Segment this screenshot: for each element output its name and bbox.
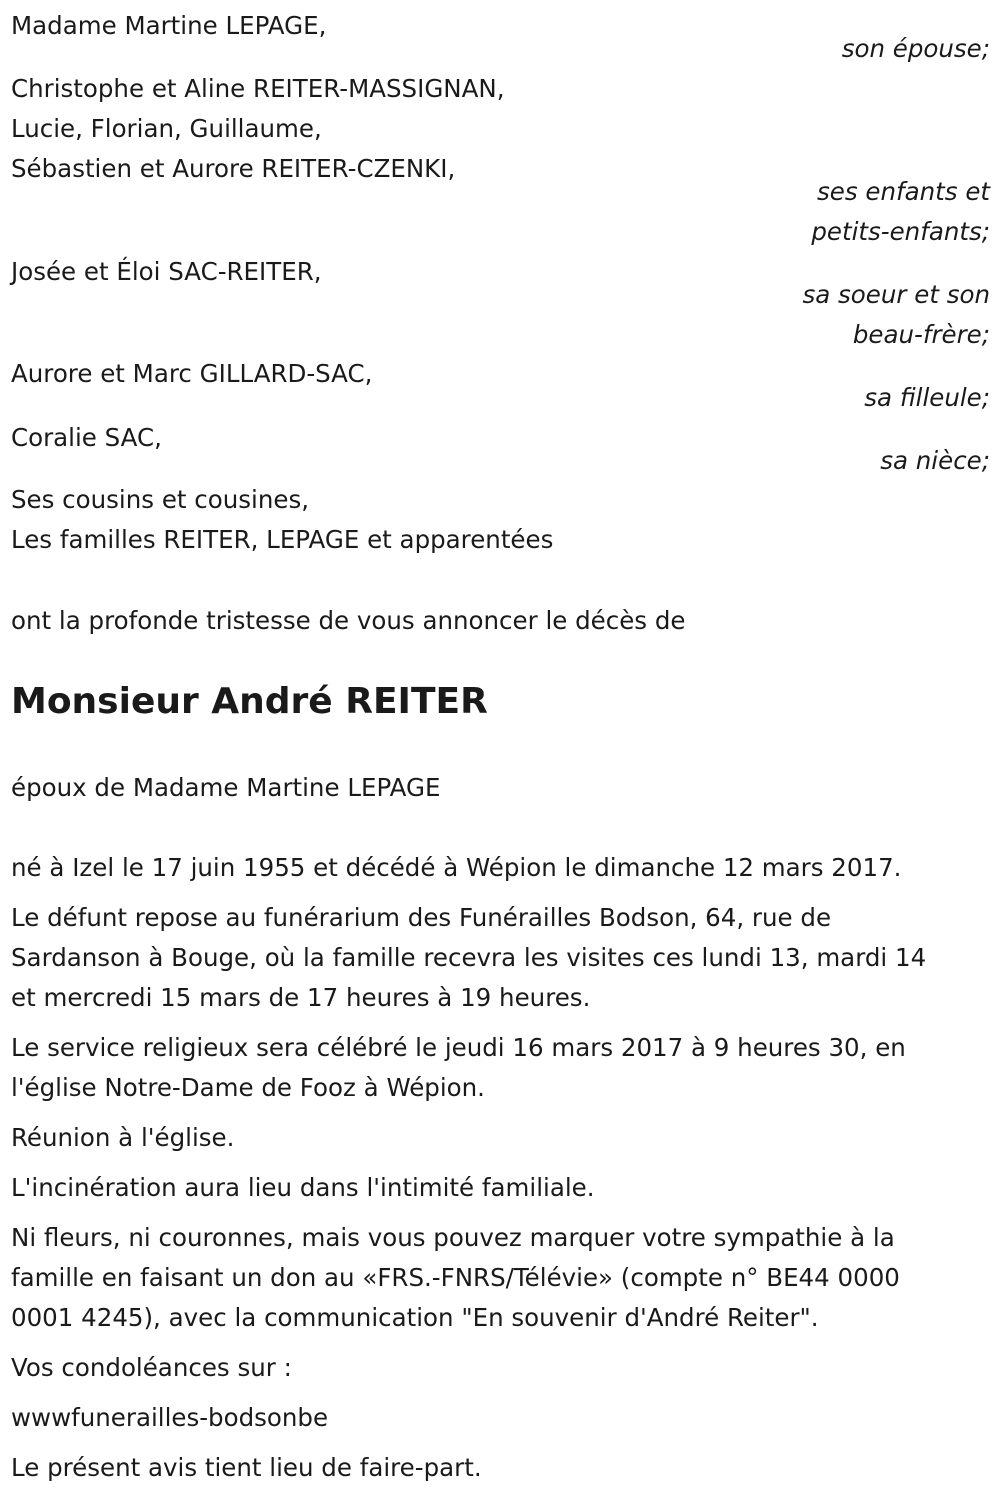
cremation-text: L'incinération aura lieu dans l'intimité familiale. (11, 1173, 595, 1202)
birth-death-text: né à Izel le 17 juin 1955 et décédé à Wépion le dimanche 12 mars 2017. (11, 853, 902, 882)
goddaughter-name: Aurore et Marc GILLARD-SAC, (11, 359, 373, 388)
notice-footer: Le présent avis tient lieu de faire-part. (11, 1453, 482, 1482)
announcement-text: ont la profonde tristesse de vous annoncer le décès de (11, 606, 686, 635)
spouse-role: son épouse; (841, 34, 990, 63)
children-names (11, 69, 989, 189)
funeral-home-paragraph: Le défunt repose au funérarium des Funérailles Bodson, 64, rue de Sardanson à Bouge, où la famille recevra les visites ces lundi 13, mardi 14 et mercredi 15 mars de 17 heures à 19 heures. (11, 903, 927, 1012)
sister-role: sa soeur et son beau-frère; (802, 280, 990, 349)
children-line: Christophe et Aline REITER-MASSIGNAN, (11, 74, 505, 103)
goddaughter-role: sa filleule; (864, 383, 990, 412)
condolences-text: Vos condoléances sur : (11, 1353, 292, 1382)
niece-role: sa nièce; (880, 446, 990, 475)
sister-name: Josée et Éloi SAC-REITER, (11, 257, 322, 286)
deceased-name: Monsieur André REITER (11, 681, 488, 722)
notice-details (11, 848, 989, 1488)
meeting-text: Réunion à l'église. (11, 1123, 235, 1152)
children-line: Lucie, Florian, Guillaume, (11, 114, 322, 143)
spouse-name: Madame Martine LEPAGE, (11, 11, 327, 40)
niece-name: Coralie SAC, (11, 423, 162, 452)
children-line: Sébastien et Aurore REITER-CZENKI, (11, 154, 456, 183)
relatives-line: Ses cousins et cousines, (11, 485, 309, 514)
relatives-line: Les familles REITER, LEPAGE et apparentées (11, 525, 554, 554)
spouse-of-text: époux de Madame Martine LEPAGE (11, 773, 441, 802)
website-link[interactable]: wwwfunerailles-bodsonbe (11, 1403, 329, 1432)
children-role: ses enfants et petits-enfants; (811, 177, 990, 246)
service-paragraph: Le service religieux sera célébré le jeudi 16 mars 2017 à 9 heures 30, en l'église Notre-Dame de Fooz à Wépion. (11, 1033, 906, 1102)
donation-paragraph: Ni fleurs, ni couronnes, mais vous pouvez marquer votre sympathie à la famille en faisant un don au «FRS.-FNRS/Télévie» (compte n° BE44 0000 0001 4245), avec la communication "En souvenir d'André Reiter". (11, 1223, 900, 1332)
other-relatives (11, 480, 989, 560)
